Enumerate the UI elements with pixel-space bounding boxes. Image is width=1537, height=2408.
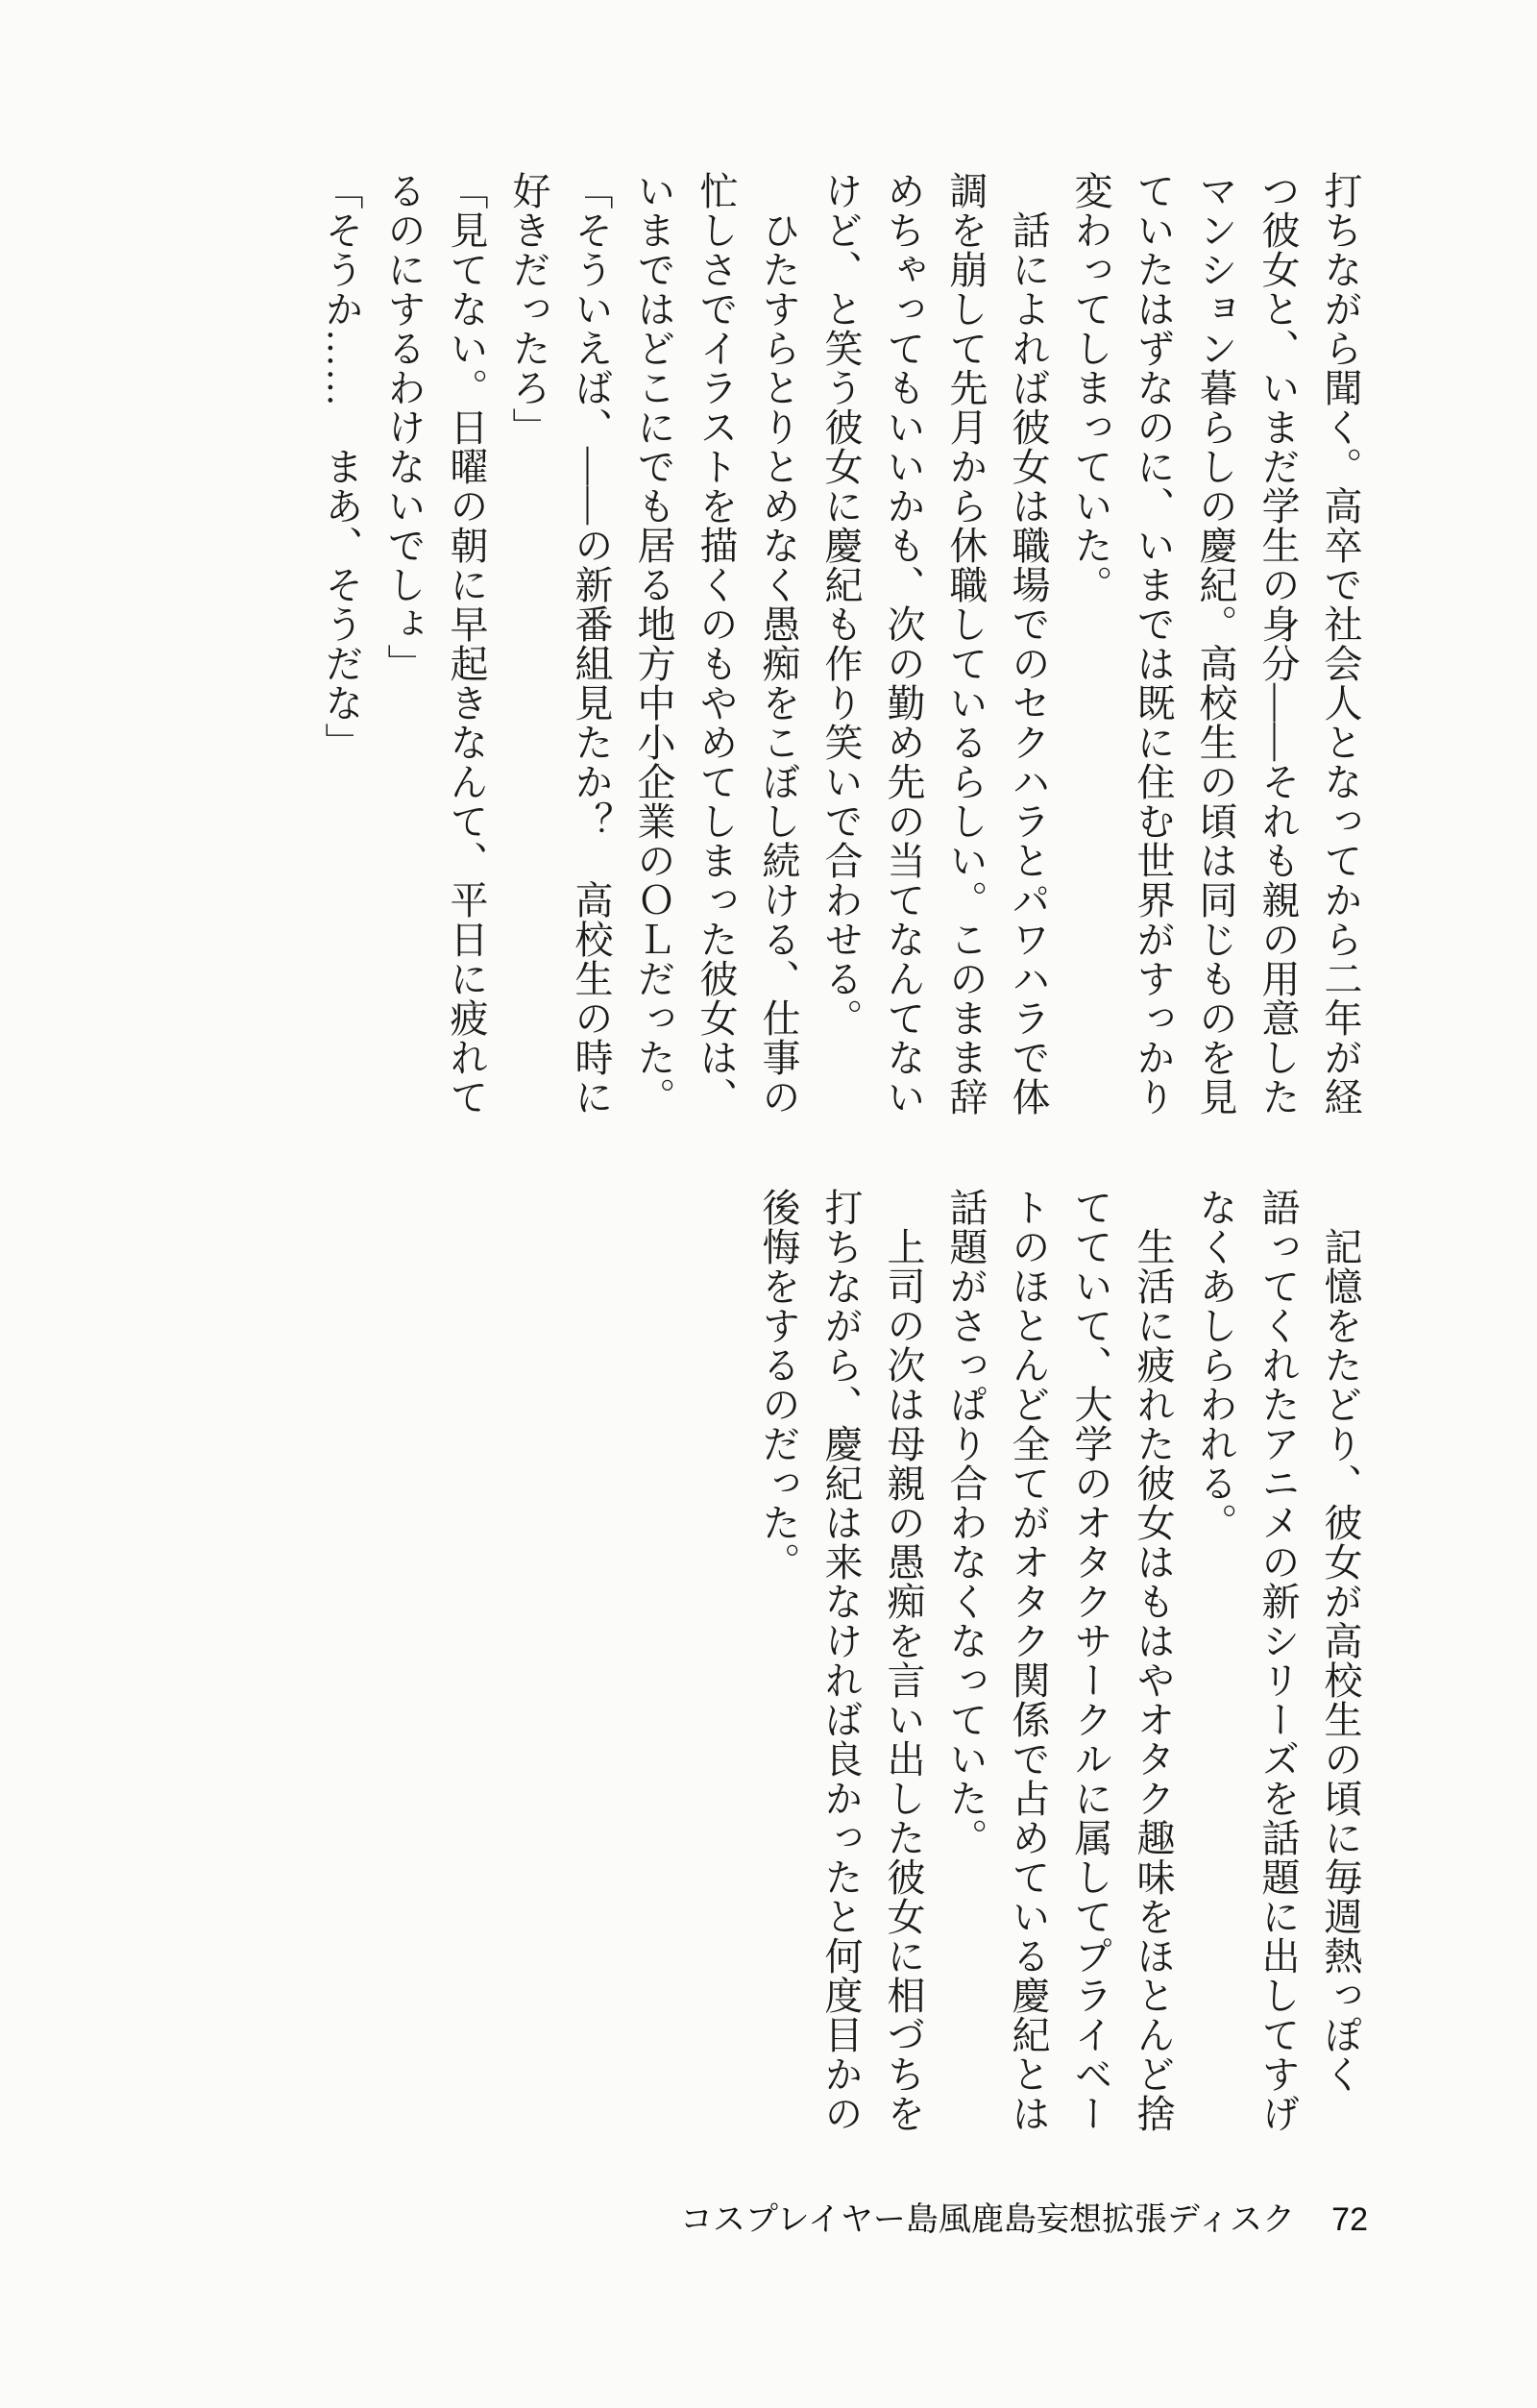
text-column: るのにするわけないでしょ」: [382, 171, 426, 683]
text-column: けど、と笑う彼女に慶紀も作り笑いで合わせる。: [819, 171, 863, 1038]
text-column: 「そういえば、――の新番組見たか？ 高校生の時に: [570, 171, 613, 1117]
text-column: なくあしらわれる。: [1194, 1188, 1237, 1542]
text-column: 「見てない。日曜の朝に早起きなんて、平日に疲れて: [445, 171, 488, 1117]
page-footer: [680, 2199, 1368, 2241]
text-column: 生活に疲れた彼女はもはやオタク趣味をほとんど捨: [1132, 1188, 1175, 2133]
text-column: 記憶をたどり、彼女が高校生の頃に毎週熱っぽく: [1319, 1188, 1362, 2094]
text-column: 変わってしまっていた。: [1069, 171, 1112, 604]
text-column: てていて、大学のオタクサークルに属してプライベー: [1069, 1188, 1112, 2133]
top-text-block: [310, 171, 1372, 1118]
text-column: 語ってくれたアニメの新シリーズを話題に出してすげ: [1256, 1188, 1300, 2133]
text-column: ひたすらとりとめなく愚痴をこぼし続ける、仕事の: [757, 171, 800, 1117]
text-column: 話によれば彼女は職場でのセクハラとパワハラで体: [1007, 171, 1050, 1117]
text-column: 上司の次は母親の愚痴を言い出した彼女に相づちを: [882, 1188, 925, 2133]
text-column: めちゃってもいいかも、次の勤め先の当てなんてない: [882, 171, 925, 1117]
footer-book-title: コスプレイヤー島風鹿島妄想拡張ディスク: [679, 2201, 1296, 2238]
text-column: 後悔をするのだった。: [757, 1188, 800, 1582]
text-column: 調を崩して先月から休職しているらしい。このまま辞: [944, 171, 988, 1117]
bottom-text-block: [747, 1188, 1372, 2134]
footer-page-number: 72: [1331, 2201, 1368, 2238]
text-column: 打ちながら聞く。高卒で社会人となってから二年が経: [1319, 171, 1362, 1117]
text-column: 打ちながら、慶紀は来なければ良かったと何度目かの: [819, 1188, 863, 2133]
text-column: 忙しさでイラストを描くのもやめてしまった彼女は、: [695, 171, 738, 1117]
text-column: トのほとんど全てがオタク関係で占めている慶紀とは: [1007, 1188, 1050, 2133]
text-column: マンション暮らしの慶紀。高校生の頃は同じものを見: [1194, 171, 1237, 1117]
text-column: 好きだったろ」: [507, 171, 550, 447]
text-column: 話題がさっぱり合わなくなっていた。: [944, 1188, 988, 1857]
text-column: いまではどこにでも居る地方中小企業のＯＬだった。: [632, 171, 675, 1117]
text-column: 「そうか…… まあ、そうだな」: [320, 171, 363, 762]
text-column: つ彼女と、いまだ学生の身分――それも親の用意した: [1256, 171, 1300, 1117]
text-column: ていたはずなのに、いまでは既に住む世界がすっかり: [1132, 171, 1175, 1117]
